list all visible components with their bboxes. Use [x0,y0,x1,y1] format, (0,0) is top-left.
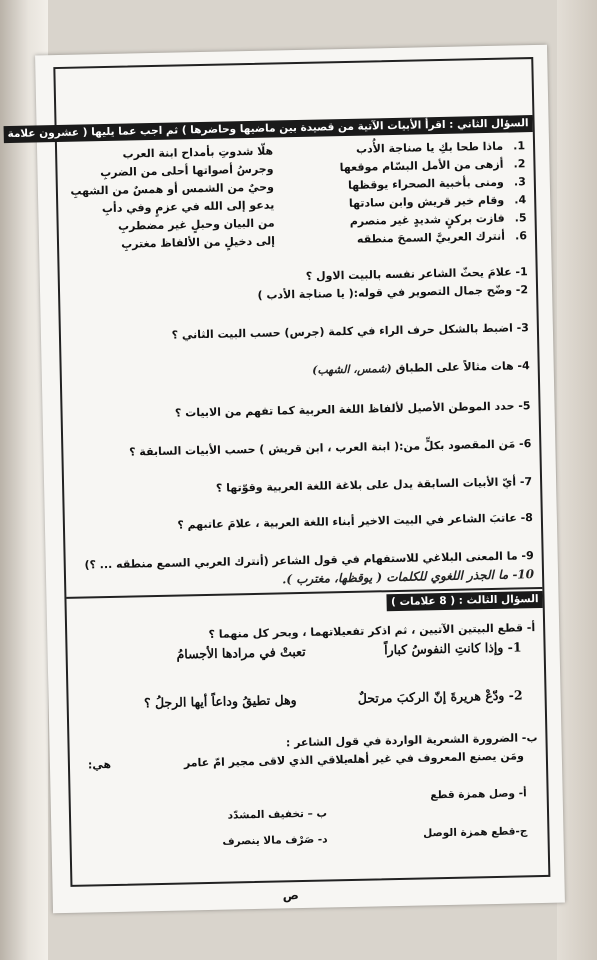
question-6: 6- مَن المقصود بكلٍّ من:( ابنة العرب ، ابن قريش ) حسب الأبيات السابقة ؟ [128,437,532,459]
page-number: ص [282,888,300,903]
verse-first-hemistich: وقام خير قريش وابن سادتها [348,193,505,210]
question-4-text: 4- هات مثالاً على الطباق [395,359,530,375]
verse-number: 3. [513,175,526,189]
question-7: 7- أيّ الأبيات السابقة يدل على بلاغة اللغة العربية وقوّتها ؟ [215,475,533,495]
b-verse-second: يلاقي الذي لاقى مجير امّ عامر [183,753,349,770]
verse-second-hemistich: إلى دخيلٍ من الألفاظ مغتربِ [120,234,276,251]
verse-first-hemistich: ماذا طحا بكِ يا صناجة الأُدب [355,139,504,156]
section3-a-instruction: أ- قطع البيتين الآتيين ، ثم اذكر تفعيلاتهما ، وبحر كل منهما ؟ [208,621,536,641]
verse-first-hemistich: فازت بركنٍ شديدٍ غير منصرم [349,211,505,228]
verse-second-hemistich: هلّا شدوتِ بأمداح ابنة العرب [122,144,274,161]
verse-second-hemistich: يدعو إلى الله في عزمٍ وفي دأبِ [101,198,275,216]
section2-header: السؤال الثاني : اقرأ الأبيات الآتية من قصيدة بين ماضيها وحاضرها ) ثم اجب عما يليها ( عشرون علامة [3,115,532,143]
poem-1-second: تعبتْ في مرادها الأجسامُ [176,643,306,662]
exam-frame [7,57,550,887]
verse-first-hemistich: ومنى بأخبية الصحراء يوقظها [347,175,504,192]
section3-b-instruction: ب- الضرورة الشعرية الواردة في قول الشاعر : [285,731,538,750]
poem-2-second: وهل تطيقُ وداعاً أيها الرجلُ ؟ [143,692,297,711]
exam-sheet [7,45,565,914]
question-2: 2- وضّح جمال التصوير في قوله:( يا صناجة الأدب ) [257,283,529,302]
question-3: 3- اضبط بالشكل حرف الراء في كلمة (جرس) حسب البيت الثاني ؟ [171,321,530,342]
verse-number: 2. [513,157,526,171]
verse-second-hemistich: وجرسُ أصواتها أحلى من الضربِ [100,162,274,180]
question-9: 9- ما المعنى البلاغي للاستفهام في قول الشاعر (أنترك العربي السمع منطقه ... ؟) [84,549,534,572]
handwritten-question-10: 10- ما الجذر اللغوي للكلمات ( يوقظها، مغترب ). [281,567,535,587]
option-d: د- صَرْف مالا ينصرف [222,833,328,848]
question-8: 8- عاتبَ الشاعر في البيت الاخير أبناء اللغة العربية ، علامَ عاتبهم ؟ [177,511,533,532]
option-b: ب – تخفيف المشدّد [227,807,328,822]
option-a: أ- وصل همزة قطع [430,787,527,802]
verse-number: 5. [514,211,527,225]
question-4 [70,359,530,382]
poem-2 [77,687,537,711]
verse-first-hemistich: أنترك العربيَّ السمحَ منطقه [356,229,506,246]
verse-second-hemistich: وحيٌ من الشمس أو همسٌ من الشهبِ [70,180,275,198]
poem-2-first: 2- ودّعْ هريرةَ إنّ الركبَ مرتحلٌ [357,687,523,706]
handwritten-answer-4: (شمس، الشهب) [312,362,392,377]
section3-header: السؤال الثالث : ( 8 علامات ) [387,591,543,611]
question-1: 1- علامَ يحثّ الشاعر نفسه بالبيت الاول ؟ [305,265,528,283]
verse-first-hemistich: أزهى من الأمل البسّام موقعها [339,157,504,175]
option-c: ج-قطع همزة الوصل [423,825,528,840]
question-5: 5- حدد الموطن الأصيل لألفاظ اللغة العربية كما تفهم من الابيات ؟ [174,399,531,420]
verse-number: 6. [514,229,528,243]
b-verse-first: ومَن يصنع المعروف في غير أهله [346,749,524,767]
poem-1-first: 1- وإذا كانتِ النفوسُ كباراً [383,639,522,658]
b-hiya-label: هي: [87,758,112,772]
verse-number: 1. [513,139,526,153]
verse-number: 4. [514,193,527,207]
verse-second-hemistich: من البيان وحبلٍ غير مضطربِ [117,216,275,233]
